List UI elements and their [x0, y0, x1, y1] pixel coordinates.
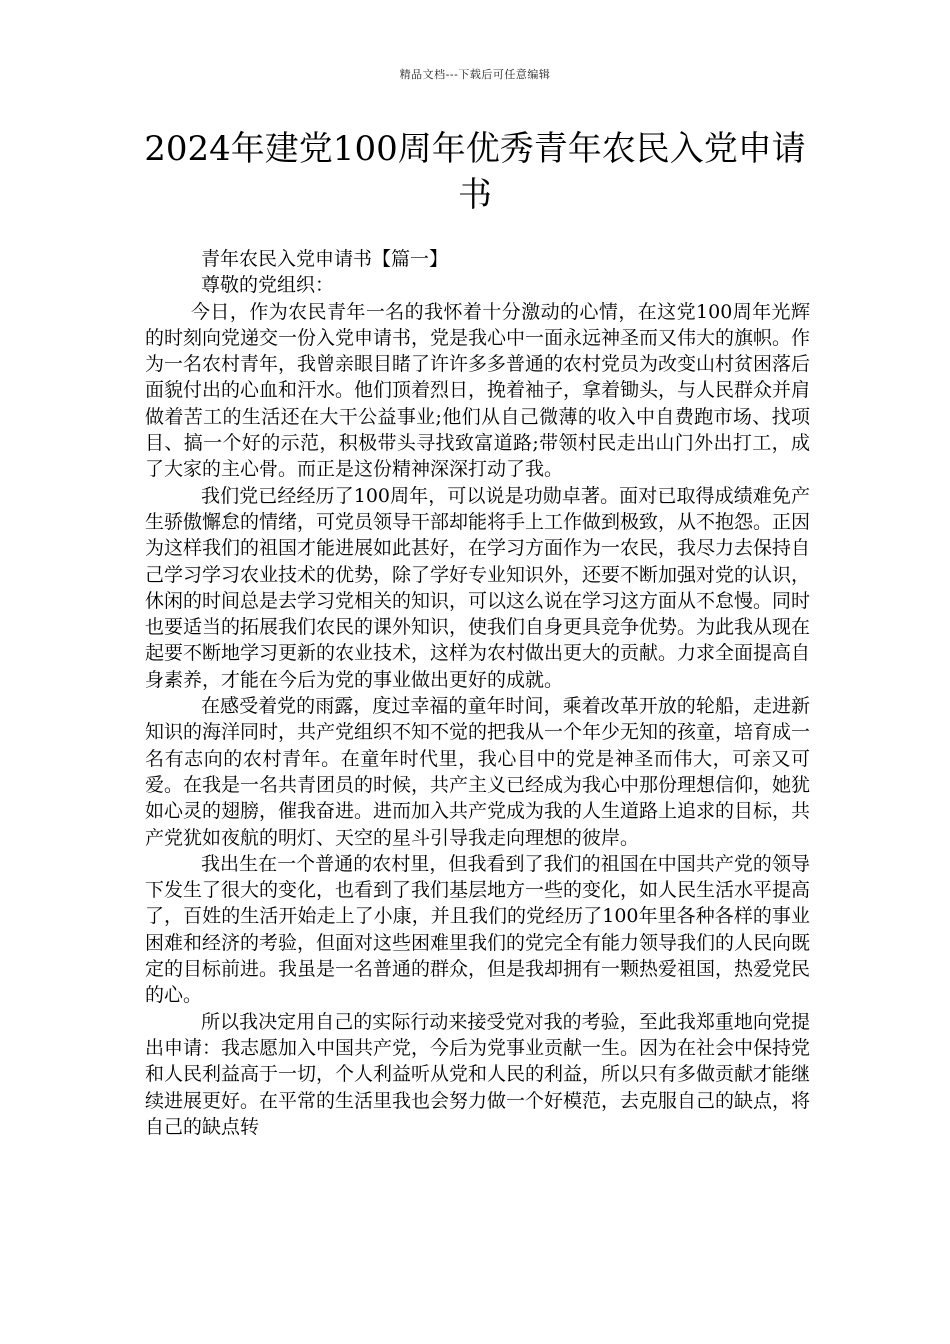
header-note: 精品文档---下载后可任意编辑	[399, 68, 551, 81]
paragraph-2: 我们党已经经历了100周年，可以说是功勋卓著。面对已取得成绩难免产生骄傲懈怠的情绪，可党员领导干部却能将手上工作做到极致，从不抱怨。正因为这样我们的祖国才能进展如此甚好，在学习方面作为一农民，我尽力去保持自己学习学习农业技术的优势，除了学好专业知识外，还要不断加强对党的认识，休闲的时间总是去学习党相关的知识，可以这么说在学习这方面从不怠慢。同时也要适当的拓展我们农民的课外知识，使我们自身更具竞争优势。为此我从现在起要不断地学习更新的农业技术，这样为农村做出更大的贡献。力求全面提高自身素养，才能在今后为党的事业做出更好的成就。	[145, 484, 811, 691]
paragraph-3: 在感受着党的雨露，度过幸福的童年时间，乘着改革开放的轮船，走进新知识的海洋同时，共产党组织不知不觉的把我从一个年少无知的孩童，培育成一名有志向的农村青年。在童年时代里，我心目中的党是神圣而伟大，可亲又可爱。在我是一名共青团员的时候，共产主义已经成为我心中那份理想信仰，她犹如心灵的翅膀，催我奋进。进而加入共产党成为我的人生道路上追求的目标，共产党犹如夜航的明灯、天空的星斗引导我走向理想的彼岸。	[145, 695, 811, 849]
section-heading: 青年农民入党申请书【篇一】	[201, 248, 449, 270]
salutation: 尊敬的党组织：	[201, 274, 335, 297]
page-title: 2024年建党100周年优秀青年农民入党申请书	[144, 129, 806, 215]
document-body	[145, 246, 810, 1140]
paragraph-5: 所以我决定用自己的实际行动来接受党对我的考验，至此我郑重地向党提出申请：我志愿加入中国共产党，今后为党事业贡献一生。因为在社会中保持党和人民利益高于一切，个人利益听从党和人民的利益，所以只有多做贡献才能继续进展更好。在平常的生活里我也会努力做一个好模范，去克服自己的缺点，将自己的缺点转	[145, 1010, 811, 1138]
paragraph-4: 我出生在一个普通的农村里，但我看到了我们的祖国在中国共产党的领导下发生了很大的变化，也看到了我们基层地方一些的变化，如人民生活水平提高了，百姓的生活开始走上了小康，并且我们的党经历了100年里各种各样的事业困难和经济的考验，但面对这些困难里我们的党完全有能力领导我们的人民向既定的目标前进。我虽是一名普通的群众，但是我却拥有一颗热爱祖国，热爱党民的心。	[145, 852, 811, 1007]
paragraph-1: 今日，作为农民青年一名的我怀着十分激动的心情，在这党100周年光辉的时刻向党递交一份入党申请书，党是我心中一面永远神圣而又伟大的旗帜。作为一名农村青年，我曾亲眼目睹了许许多多普通的农村党员为改变山村贫困落后面貌付出的心血和汗水。他们顶着烈日，挽着袖子，拿着锄头，与人民群众并肩做着苦工的生活还在大干公益事业;他们从自己微薄的收入中自费跑市场、找项目、搞一个好的示范，积极带头寻找致富道路;带领村民走出山门外出打工，成了大家的主心骨。而正是这份精神深深打动了我。	[145, 300, 811, 481]
